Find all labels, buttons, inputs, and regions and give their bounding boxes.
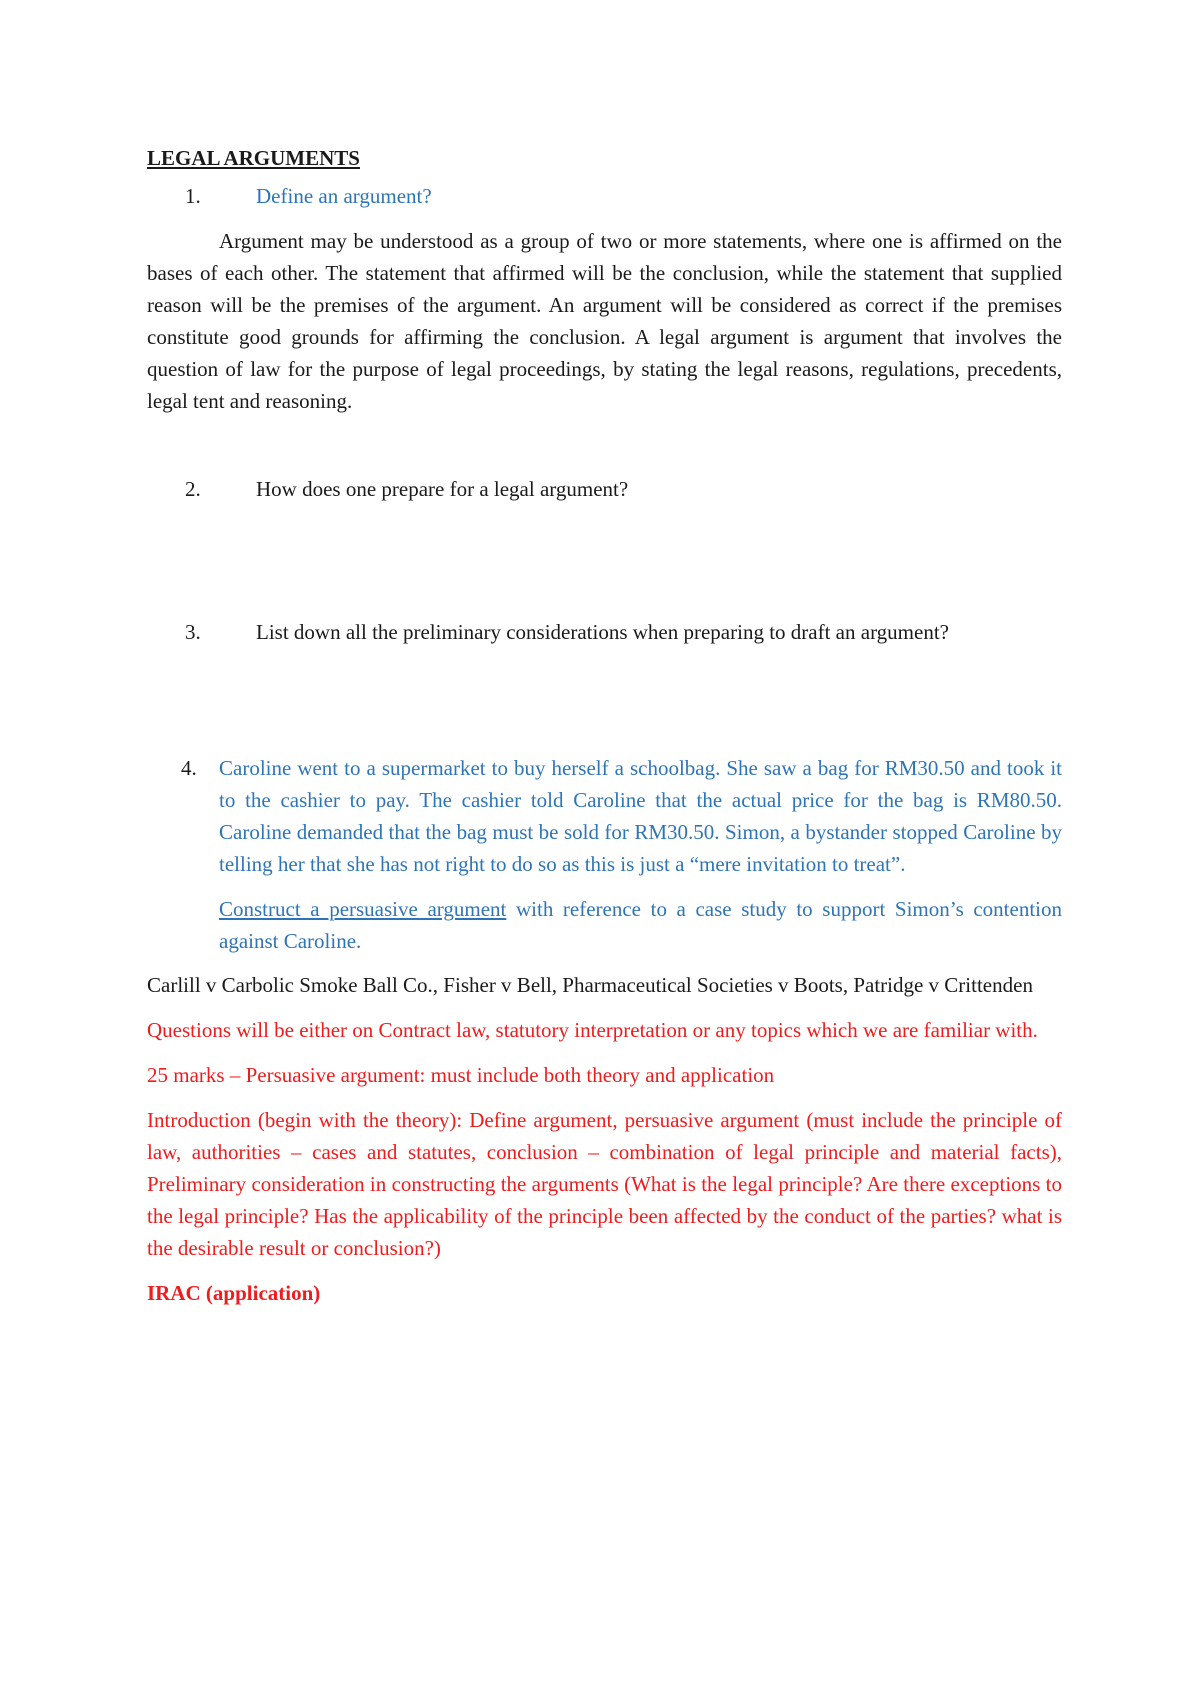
- note-introduction: Introduction (begin with the theory): Define argument, persuasive argument (must include the principle of law, authorities – cases and statutes, conclusion – combination of legal principle and material facts), Preliminary consideration in constructing the arguments (What is the legal principle? Are there exceptions to the legal principle? Has the applicability of the principle been affected by the conduct of the parties? what is the desirable result or conclusion?): [147, 1108, 1062, 1260]
- question-1-answer: Argument may be understood as a group of two or more statements, where one is affirmed on the bases of each other. The statement that affirmed will be the conclusion, while the statement that supplied reason will be the premises of the argument. An argument will be considered as correct if the premises constitute good grounds for affirming the conclusion. A legal argument is argument that involves the question of law for the purpose of legal proceedings, by stating the legal reasons, regulations, precedents, legal tent and reasoning.: [147, 229, 1062, 413]
- question-2: [147, 473, 1062, 505]
- question-1: [147, 180, 1062, 212]
- note-question-topics: Questions will be either on Contract law, statutory interpretation or any topics which we are familiar with.: [147, 1018, 1038, 1042]
- question-3-text: List down all the preliminary considerations when preparing to draft an argument?: [256, 620, 949, 644]
- persuasive-argument-link[interactable]: Construct a persuasive argument: [219, 897, 507, 921]
- question-2-number: 2.: [185, 477, 201, 501]
- question-4-task-text: [219, 893, 1062, 957]
- question-3: [147, 616, 1062, 648]
- question-4-task-rest: with reference to a case study to support Simon’s contention against Caroline.: [219, 897, 1062, 953]
- question-1-text: Define an argument?: [256, 184, 432, 208]
- note-irac: IRAC (application): [147, 1281, 321, 1305]
- question-2-text: How does one prepare for a legal argument?: [256, 477, 629, 501]
- case-list: Carlill v Carbolic Smoke Ball Co., Fisher v Bell, Pharmaceutical Societies v Boots, Patridge v Crittenden: [147, 973, 1033, 997]
- question-4-number: 4.: [181, 756, 197, 780]
- question-4-task: [147, 893, 1062, 957]
- question-4: [147, 752, 1062, 880]
- question-1-number: 1.: [185, 184, 201, 208]
- question-3-number: 3.: [185, 620, 201, 644]
- note-marks: 25 marks – Persuasive argument: must include both theory and application: [147, 1063, 775, 1087]
- document-page: [147, 142, 1062, 1309]
- question-4-text: Caroline went to a supermarket to buy herself a schoolbag. She saw a bag for RM30.50 and took it to the cashier to pay. The cashier told Caroline that the actual price for the bag is RM80.50. Caroline demanded that the bag must be sold for RM30.50. Simon, a bystander stopped Caroline by telling her that she has not right to do so as this is just a “mere invitation to treat”.: [219, 756, 1062, 876]
- page-title: LEGAL ARGUMENTS: [147, 146, 360, 170]
